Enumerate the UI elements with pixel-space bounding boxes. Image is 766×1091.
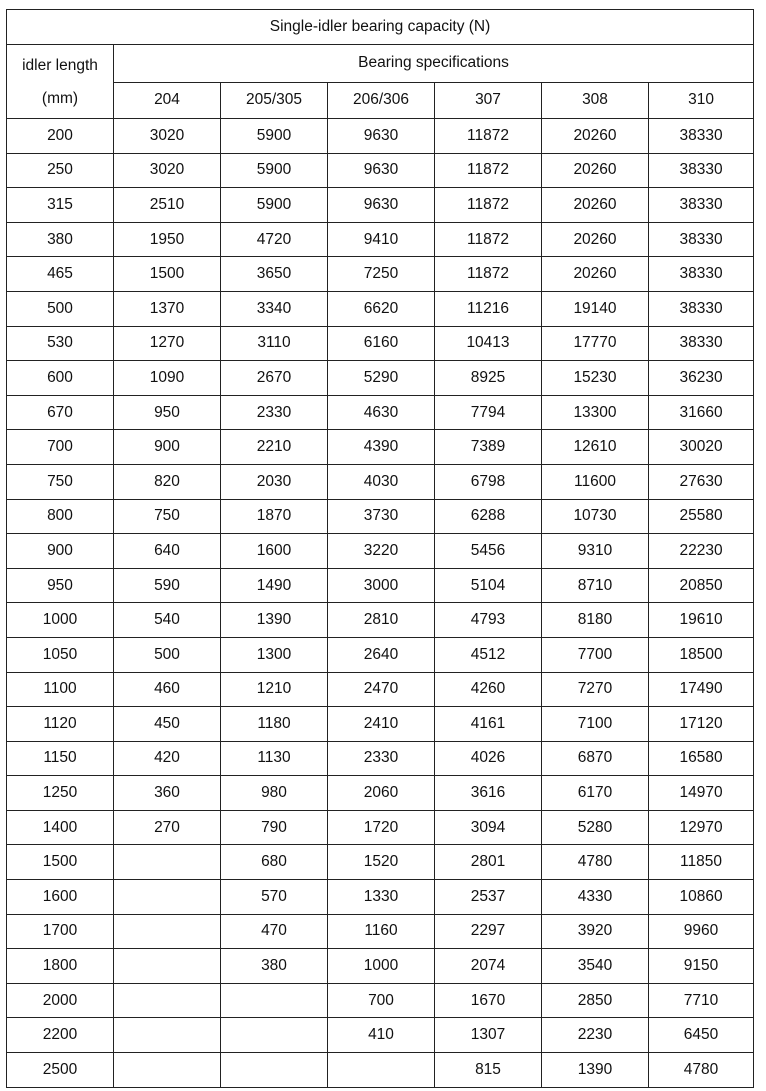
idler-length-cell: 670 <box>7 395 114 430</box>
capacity-cell: 640 <box>114 534 221 569</box>
capacity-cell: 1670 <box>435 983 542 1018</box>
capacity-cell: 17770 <box>542 326 649 361</box>
idler-length-cell: 2500 <box>7 1053 114 1088</box>
capacity-cell: 18500 <box>649 637 754 672</box>
capacity-cell: 5456 <box>435 534 542 569</box>
capacity-cell: 820 <box>114 464 221 499</box>
capacity-cell: 380 <box>221 949 328 984</box>
capacity-cell: 2297 <box>435 914 542 949</box>
capacity-cell: 12610 <box>542 430 649 465</box>
capacity-cell: 3020 <box>114 119 221 154</box>
capacity-cell: 3220 <box>328 534 435 569</box>
capacity-cell: 11600 <box>542 464 649 499</box>
idler-length-cell: 1050 <box>7 637 114 672</box>
capacity-cell <box>114 914 221 949</box>
table-row <box>7 534 754 569</box>
capacity-cell: 3650 <box>221 257 328 292</box>
capacity-cell: 1090 <box>114 361 221 396</box>
capacity-cell: 450 <box>114 707 221 742</box>
capacity-cell: 3616 <box>435 776 542 811</box>
idler-length-cell: 1500 <box>7 845 114 880</box>
capacity-cell: 1270 <box>114 326 221 361</box>
capacity-cell: 5900 <box>221 119 328 154</box>
capacity-cell: 20260 <box>542 188 649 223</box>
capacity-cell: 16580 <box>649 741 754 776</box>
idler-length-cell: 380 <box>7 222 114 257</box>
capacity-cell: 20260 <box>542 222 649 257</box>
capacity-cell <box>221 1053 328 1088</box>
capacity-cell: 14970 <box>649 776 754 811</box>
capacity-cell: 1330 <box>328 880 435 915</box>
capacity-cell: 5290 <box>328 361 435 396</box>
capacity-cell: 1520 <box>328 845 435 880</box>
capacity-cell: 9150 <box>649 949 754 984</box>
capacity-cell: 4161 <box>435 707 542 742</box>
capacity-cell: 4512 <box>435 637 542 672</box>
capacity-cell: 6170 <box>542 776 649 811</box>
capacity-cell <box>221 1018 328 1053</box>
capacity-cell <box>221 983 328 1018</box>
table-row <box>7 637 754 672</box>
idler-length-cell: 1100 <box>7 672 114 707</box>
column-header: 206/306 <box>328 82 435 119</box>
table-row <box>7 603 754 638</box>
idler-length-cell: 1700 <box>7 914 114 949</box>
capacity-cell: 2410 <box>328 707 435 742</box>
capacity-cell: 680 <box>221 845 328 880</box>
idler-length-cell: 465 <box>7 257 114 292</box>
table-row <box>7 568 754 603</box>
capacity-cell: 1180 <box>221 707 328 742</box>
capacity-cell: 7100 <box>542 707 649 742</box>
capacity-cell: 9630 <box>328 188 435 223</box>
capacity-cell: 38330 <box>649 222 754 257</box>
capacity-cell: 1210 <box>221 672 328 707</box>
capacity-cell: 950 <box>114 395 221 430</box>
table-row <box>7 464 754 499</box>
capacity-cell: 750 <box>114 499 221 534</box>
capacity-cell: 4780 <box>542 845 649 880</box>
idler-length-cell: 950 <box>7 568 114 603</box>
capacity-cell: 5280 <box>542 810 649 845</box>
capacity-cell: 7250 <box>328 257 435 292</box>
idler-length-cell: 1120 <box>7 707 114 742</box>
capacity-cell: 460 <box>114 672 221 707</box>
table-row <box>7 776 754 811</box>
capacity-cell: 10413 <box>435 326 542 361</box>
column-header: 205/305 <box>221 82 328 119</box>
capacity-cell: 12970 <box>649 810 754 845</box>
capacity-cell: 11872 <box>435 119 542 154</box>
table-row <box>7 395 754 430</box>
capacity-cell: 4026 <box>435 741 542 776</box>
idler-length-cell: 2000 <box>7 983 114 1018</box>
capacity-cell: 2850 <box>542 983 649 1018</box>
idler-length-cell: 250 <box>7 153 114 188</box>
capacity-cell: 2030 <box>221 464 328 499</box>
capacity-cell: 11872 <box>435 257 542 292</box>
capacity-cell: 4780 <box>649 1053 754 1088</box>
capacity-cell: 7700 <box>542 637 649 672</box>
capacity-cell: 360 <box>114 776 221 811</box>
capacity-cell: 20260 <box>542 153 649 188</box>
capacity-cell: 1870 <box>221 499 328 534</box>
capacity-cell: 11872 <box>435 153 542 188</box>
table-body <box>7 119 754 1088</box>
capacity-cell: 2074 <box>435 949 542 984</box>
capacity-cell: 1160 <box>328 914 435 949</box>
capacity-cell: 2640 <box>328 637 435 672</box>
capacity-cell: 1720 <box>328 810 435 845</box>
capacity-cell: 1390 <box>542 1053 649 1088</box>
capacity-cell: 3000 <box>328 568 435 603</box>
idler-length-cell: 1250 <box>7 776 114 811</box>
capacity-cell: 13300 <box>542 395 649 430</box>
idler-length-cell: 200 <box>7 119 114 154</box>
capacity-cell: 36230 <box>649 361 754 396</box>
table-row <box>7 810 754 845</box>
column-header-row <box>7 82 754 119</box>
table-row <box>7 326 754 361</box>
capacity-cell: 790 <box>221 810 328 845</box>
idler-length-cell: 800 <box>7 499 114 534</box>
capacity-cell: 3020 <box>114 153 221 188</box>
idler-length-cell: 700 <box>7 430 114 465</box>
capacity-cell: 9410 <box>328 222 435 257</box>
capacity-cell: 25580 <box>649 499 754 534</box>
capacity-cell: 4330 <box>542 880 649 915</box>
capacity-cell: 2510 <box>114 188 221 223</box>
table-row <box>7 430 754 465</box>
capacity-cell: 4030 <box>328 464 435 499</box>
idler-length-cell: 1600 <box>7 880 114 915</box>
capacity-cell: 38330 <box>649 119 754 154</box>
table-row <box>7 222 754 257</box>
idler-length-cell: 500 <box>7 291 114 326</box>
capacity-cell: 2670 <box>221 361 328 396</box>
table-row <box>7 707 754 742</box>
capacity-cell: 3094 <box>435 810 542 845</box>
capacity-cell <box>114 949 221 984</box>
capacity-cell: 410 <box>328 1018 435 1053</box>
capacity-cell: 6160 <box>328 326 435 361</box>
capacity-cell: 815 <box>435 1053 542 1088</box>
idler-length-cell: 2200 <box>7 1018 114 1053</box>
capacity-cell: 38330 <box>649 188 754 223</box>
capacity-cell: 6870 <box>542 741 649 776</box>
capacity-cell: 7270 <box>542 672 649 707</box>
capacity-cell: 20850 <box>649 568 754 603</box>
group-header-row <box>7 45 754 83</box>
capacity-cell: 30020 <box>649 430 754 465</box>
idler-length-cell: 1800 <box>7 949 114 984</box>
capacity-cell: 2230 <box>542 1018 649 1053</box>
capacity-cell <box>114 845 221 880</box>
idler-length-cell: 600 <box>7 361 114 396</box>
capacity-cell: 9630 <box>328 119 435 154</box>
capacity-cell: 10860 <box>649 880 754 915</box>
capacity-cell: 27630 <box>649 464 754 499</box>
table-row <box>7 1018 754 1053</box>
capacity-cell: 1300 <box>221 637 328 672</box>
capacity-cell: 17120 <box>649 707 754 742</box>
capacity-cell: 1370 <box>114 291 221 326</box>
idler-length-cell: 750 <box>7 464 114 499</box>
capacity-cell: 38330 <box>649 153 754 188</box>
capacity-cell: 3730 <box>328 499 435 534</box>
capacity-cell: 2210 <box>221 430 328 465</box>
capacity-cell: 4793 <box>435 603 542 638</box>
table-row <box>7 119 754 154</box>
table-row <box>7 949 754 984</box>
capacity-cell: 11850 <box>649 845 754 880</box>
capacity-cell: 470 <box>221 914 328 949</box>
capacity-cell: 570 <box>221 880 328 915</box>
capacity-cell: 500 <box>114 637 221 672</box>
capacity-cell: 17490 <box>649 672 754 707</box>
capacity-cell: 4630 <box>328 395 435 430</box>
row-header-label: idler length <box>7 45 114 83</box>
table-row <box>7 914 754 949</box>
capacity-cell: 19140 <box>542 291 649 326</box>
capacity-cell: 900 <box>114 430 221 465</box>
capacity-cell: 9630 <box>328 153 435 188</box>
table-row <box>7 880 754 915</box>
capacity-cell: 1600 <box>221 534 328 569</box>
table-row <box>7 291 754 326</box>
table-row <box>7 188 754 223</box>
table-row <box>7 983 754 1018</box>
capacity-cell: 15230 <box>542 361 649 396</box>
capacity-cell: 3540 <box>542 949 649 984</box>
table-title: Single-idler bearing capacity (N) <box>7 10 754 45</box>
capacity-cell <box>114 880 221 915</box>
idler-length-cell: 1150 <box>7 741 114 776</box>
capacity-cell: 38330 <box>649 257 754 292</box>
capacity-cell: 2330 <box>328 741 435 776</box>
capacity-cell: 2801 <box>435 845 542 880</box>
capacity-cell: 5900 <box>221 153 328 188</box>
capacity-cell: 1390 <box>221 603 328 638</box>
capacity-cell: 7710 <box>649 983 754 1018</box>
capacity-cell: 10730 <box>542 499 649 534</box>
capacity-cell: 700 <box>328 983 435 1018</box>
capacity-cell: 2470 <box>328 672 435 707</box>
column-header: 308 <box>542 82 649 119</box>
table-row <box>7 361 754 396</box>
table-row <box>7 1053 754 1088</box>
capacity-cell: 22230 <box>649 534 754 569</box>
table-row <box>7 741 754 776</box>
bearing-specifications-header: Bearing specifications <box>114 45 754 83</box>
capacity-cell: 2537 <box>435 880 542 915</box>
capacity-cell <box>114 1018 221 1053</box>
capacity-cell: 1307 <box>435 1018 542 1053</box>
capacity-cell: 4720 <box>221 222 328 257</box>
title-row <box>7 10 754 45</box>
capacity-cell: 1000 <box>328 949 435 984</box>
column-header: 307 <box>435 82 542 119</box>
capacity-cell: 1130 <box>221 741 328 776</box>
capacity-cell: 270 <box>114 810 221 845</box>
capacity-cell: 8925 <box>435 361 542 396</box>
capacity-cell: 11872 <box>435 188 542 223</box>
table-row <box>7 499 754 534</box>
capacity-cell: 38330 <box>649 326 754 361</box>
capacity-cell: 6620 <box>328 291 435 326</box>
capacity-cell: 540 <box>114 603 221 638</box>
capacity-cell: 4260 <box>435 672 542 707</box>
capacity-cell: 2060 <box>328 776 435 811</box>
idler-length-cell: 1400 <box>7 810 114 845</box>
column-header: 310 <box>649 82 754 119</box>
table-row <box>7 672 754 707</box>
capacity-cell: 20260 <box>542 257 649 292</box>
capacity-cell: 6450 <box>649 1018 754 1053</box>
capacity-cell: 7389 <box>435 430 542 465</box>
capacity-cell <box>114 1053 221 1088</box>
capacity-cell: 5900 <box>221 188 328 223</box>
idler-length-cell: 1000 <box>7 603 114 638</box>
capacity-cell: 1950 <box>114 222 221 257</box>
capacity-cell: 9960 <box>649 914 754 949</box>
idler-length-cell: 530 <box>7 326 114 361</box>
capacity-cell: 1490 <box>221 568 328 603</box>
capacity-cell: 6798 <box>435 464 542 499</box>
table-row <box>7 845 754 880</box>
capacity-cell: 8710 <box>542 568 649 603</box>
capacity-cell <box>328 1053 435 1088</box>
capacity-cell: 420 <box>114 741 221 776</box>
capacity-cell: 31660 <box>649 395 754 430</box>
capacity-cell: 19610 <box>649 603 754 638</box>
capacity-cell: 590 <box>114 568 221 603</box>
capacity-cell: 4390 <box>328 430 435 465</box>
capacity-cell: 7794 <box>435 395 542 430</box>
capacity-cell: 1500 <box>114 257 221 292</box>
capacity-cell: 3110 <box>221 326 328 361</box>
capacity-cell: 2330 <box>221 395 328 430</box>
row-header-unit: (mm) <box>7 82 114 119</box>
capacity-cell: 5104 <box>435 568 542 603</box>
table-row <box>7 257 754 292</box>
capacity-cell: 38330 <box>649 291 754 326</box>
capacity-cell: 9310 <box>542 534 649 569</box>
table-row <box>7 153 754 188</box>
capacity-cell: 6288 <box>435 499 542 534</box>
bearing-capacity-table <box>6 9 754 1088</box>
capacity-cell: 20260 <box>542 119 649 154</box>
capacity-cell: 11872 <box>435 222 542 257</box>
capacity-cell <box>114 983 221 1018</box>
capacity-cell: 3920 <box>542 914 649 949</box>
capacity-cell: 11216 <box>435 291 542 326</box>
capacity-cell: 980 <box>221 776 328 811</box>
capacity-cell: 8180 <box>542 603 649 638</box>
capacity-cell: 2810 <box>328 603 435 638</box>
idler-length-cell: 900 <box>7 534 114 569</box>
column-header: 204 <box>114 82 221 119</box>
idler-length-cell: 315 <box>7 188 114 223</box>
capacity-cell: 3340 <box>221 291 328 326</box>
